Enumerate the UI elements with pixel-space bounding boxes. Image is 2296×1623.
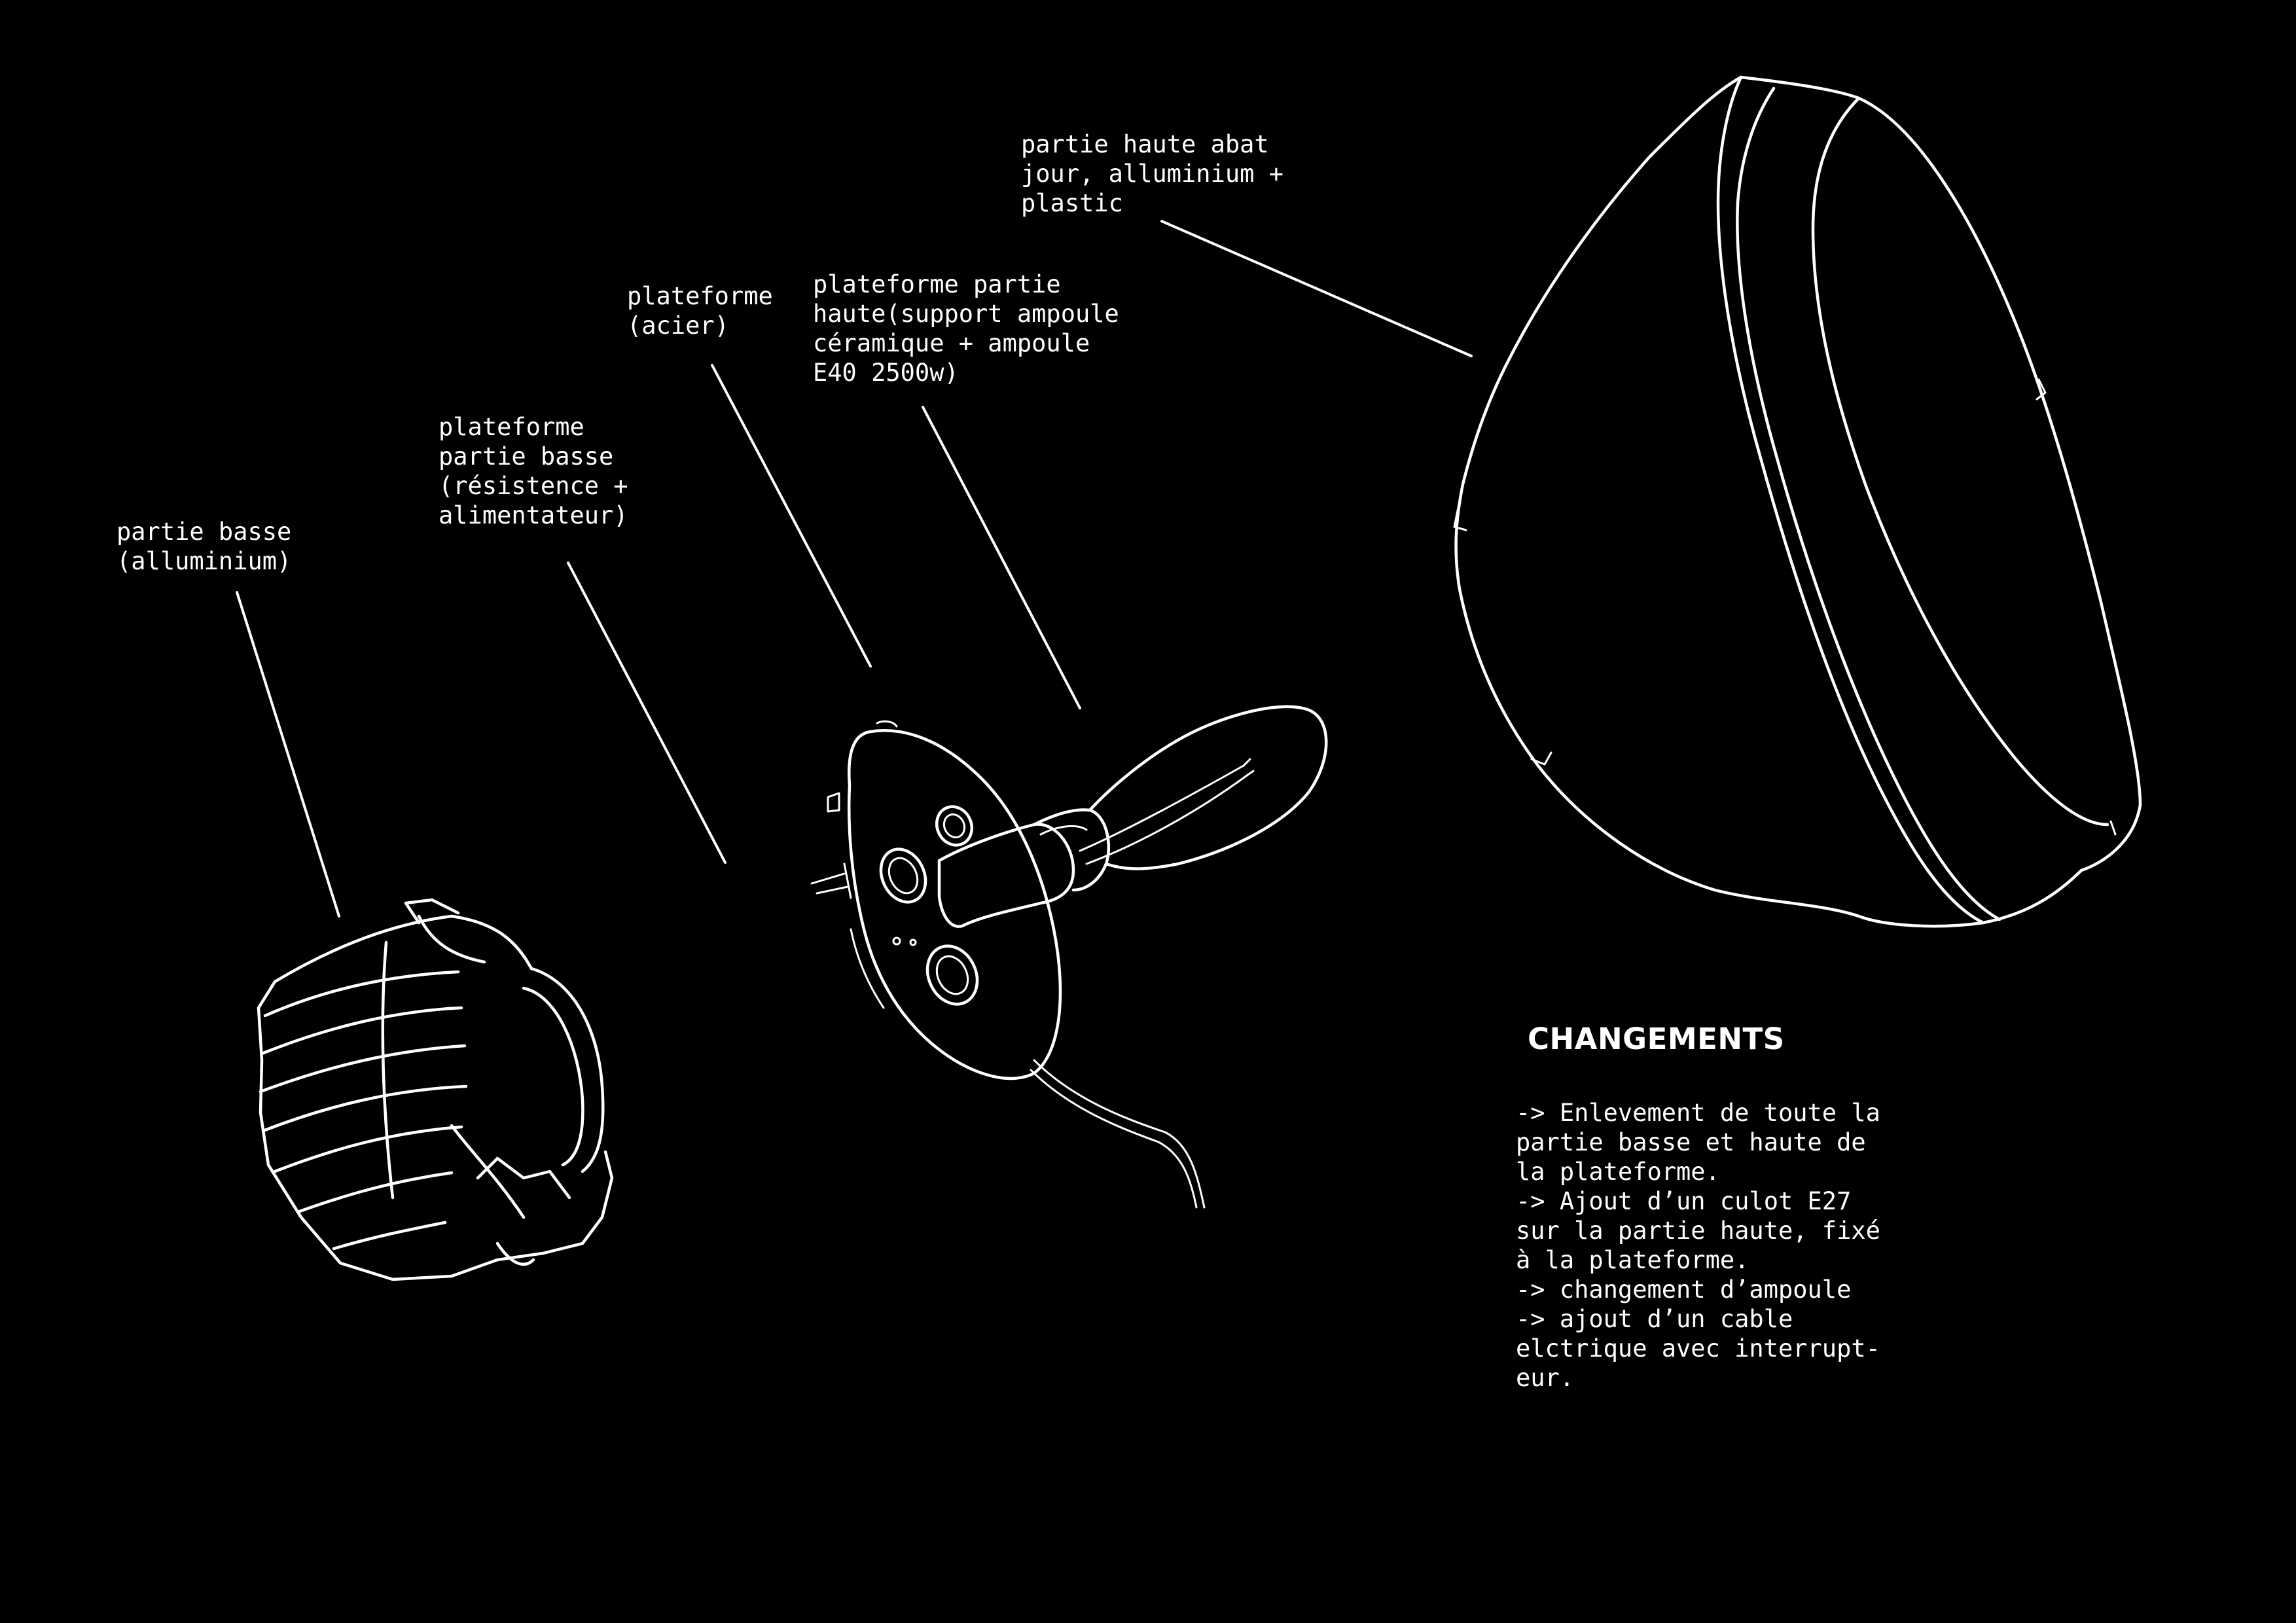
label-partie-haute: partie haute abat jour, alluminium + plastic bbox=[1021, 130, 1283, 217]
lower-aluminium-housing-drawing bbox=[259, 900, 612, 1279]
platform-and-bulb-drawing bbox=[812, 707, 1326, 1207]
changes-item: -> Enlevement de toute la partie basse et haute de la plateforme. bbox=[1516, 1099, 1880, 1186]
label-plateforme-acier: plateforme (acier) bbox=[627, 282, 773, 340]
changes-heading: CHANGEMENTS bbox=[1528, 1022, 1785, 1056]
changes-item: -> changement d’ampoule bbox=[1516, 1275, 1852, 1304]
label-plateforme-partie-basse: plateforme partie basse (résistence + alimentateur) bbox=[439, 413, 628, 529]
leader-line-plateforme-acier bbox=[712, 365, 870, 666]
leader-line-partie-basse bbox=[237, 592, 339, 916]
upper-lampshade-drawing bbox=[1454, 77, 2140, 926]
label-plateforme-partie-haute: plateforme partie haute(support ampoule céramique + ampoule E40 2500w) bbox=[813, 270, 1119, 387]
label-partie-basse: partie basse (alluminium) bbox=[117, 518, 292, 575]
changes-item: -> ajout d’un cable elctrique avec interrupt- eur. bbox=[1516, 1305, 1880, 1392]
changes-item: -> Ajout d’un culot E27 sur la partie haute, fixé à la plateforme. bbox=[1516, 1187, 1880, 1274]
leader-line-plateforme-partie-basse bbox=[568, 563, 725, 863]
leader-line-partie-haute bbox=[1162, 221, 1471, 356]
leader-line-plateforme-partie-haute bbox=[923, 407, 1080, 708]
changes-list bbox=[1516, 1098, 1880, 1393]
